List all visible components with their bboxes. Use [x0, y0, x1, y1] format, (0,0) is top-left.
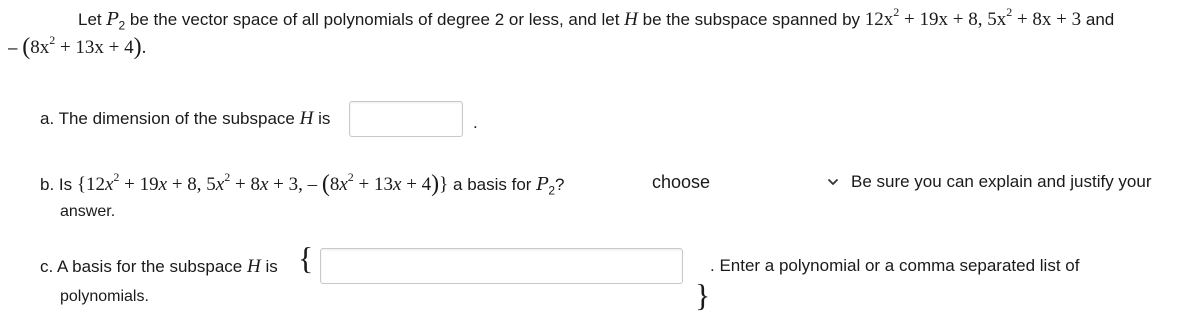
part-b-set: {$12x^2 + 19x + 8$, $5x^2 + 8x + 3$, – $(8x^2 + 13x + 4)$} — [76, 169, 449, 197]
intro-and: and — [1085, 10, 1115, 29]
basis-input[interactable] — [320, 248, 683, 284]
part-c-after: . Enter a polynomial or a comma separated list of — [710, 256, 1080, 275]
p1-exp: 2 — [893, 4, 900, 19]
intro-end-period: . — [141, 37, 147, 58]
part-c-subspace-symbol: H — [246, 256, 261, 277]
part-a-subspace-symbol: H — [299, 108, 314, 129]
part-b-tail: Be sure you can explain and justify your — [851, 172, 1152, 191]
intro-spanned-text: be the subspace spanned by — [642, 10, 861, 29]
p1-rest: + 19x + 8, — [904, 9, 983, 30]
part-c-question — [40, 256, 278, 278]
part-b-question — [40, 170, 564, 197]
part-c-label: c. A basis for the subspace — [40, 257, 243, 276]
part-c-is: is — [265, 257, 278, 276]
p2-lead: 5x — [987, 9, 1007, 30]
intro-line-2 — [8, 33, 146, 60]
polynomial-3 — [22, 32, 142, 60]
close-brace: } — [695, 277, 711, 313]
space-subscript: 2 — [118, 18, 126, 33]
space-symbol: P — [106, 9, 119, 30]
p2-rest: + 8x + 3 — [1016, 9, 1082, 30]
part-a-question — [40, 108, 330, 130]
intro-middle-text: be the vector space of all polynomials of degree 2 or less, and let — [129, 10, 620, 29]
p3-lead: 8x — [30, 37, 50, 58]
part-b-label: b. Is — [40, 175, 73, 194]
p3-rest: + 13x + 4 — [59, 37, 134, 58]
part-a-period: . — [473, 113, 478, 132]
basis-answer-select[interactable] — [642, 166, 844, 198]
select-value: choose — [652, 172, 711, 192]
subspace-symbol: H — [624, 9, 638, 30]
p3-exp: 2 — [49, 32, 56, 47]
open-paren: ( — [22, 34, 31, 60]
part-a-label: a. The dimension of the subspace — [40, 109, 295, 128]
polynomial-1 — [864, 4, 983, 30]
p1-lead: 12x — [864, 9, 894, 30]
part-b-question-mark: ? — [555, 175, 565, 194]
negation-sign: – — [8, 38, 18, 57]
polynomial-2 — [987, 4, 1082, 30]
open-brace: { — [298, 240, 314, 276]
part-b-after: a basis for — [453, 175, 532, 194]
part-a-is: is — [318, 109, 331, 128]
close-paren: ) — [133, 34, 142, 60]
intro-prefix: Let — [78, 10, 102, 29]
part-c-after-2: polynomials. — [60, 288, 149, 305]
intro-line-1 — [78, 4, 1115, 33]
part-b-tail-2: answer. — [60, 203, 116, 220]
part-b-space-symbol: P — [536, 174, 549, 195]
p2-exp: 2 — [1006, 4, 1013, 19]
chevron-down-icon — [826, 175, 840, 189]
part-b-space-subscript: 2 — [548, 183, 556, 198]
dimension-input[interactable] — [349, 101, 463, 137]
